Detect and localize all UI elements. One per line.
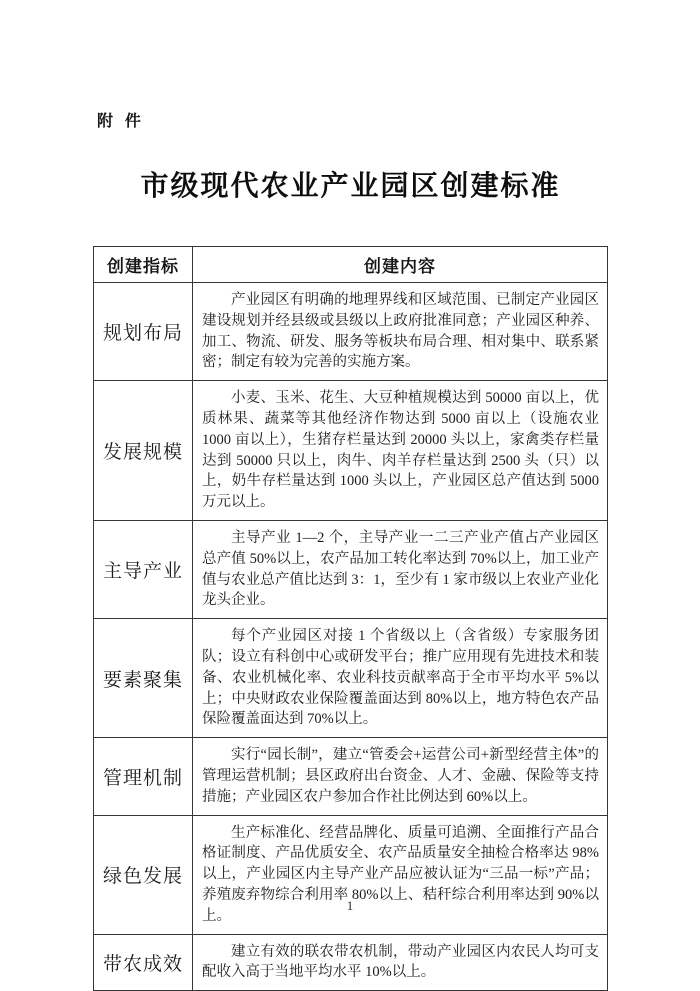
row-indicator-cell: 绿色发展 — [94, 815, 193, 934]
row-indicator-cell: 管理机制 — [94, 738, 193, 815]
table-row — [94, 934, 608, 991]
row-indicator-cell: 规划布局 — [94, 283, 193, 381]
row-content-text: 小麦、玉米、花生、大豆种植规模达到 50000 亩以上，优质林果、蔬菜等其他经济作物达到 5000 亩以上（设施农业 1000 亩以上），生猪存栏量达到 20000 头以上，家禽类存栏量达到 50000 只以上，肉牛、肉羊存栏量达到 2500 头（只）以上，奶牛存栏量达到 1000 头以上，产业园区总产值达到 5000 万元以上。 — [202, 390, 599, 511]
row-indicator-cell: 要素聚集 — [94, 619, 193, 738]
table-row — [94, 283, 608, 381]
row-content-cell — [193, 738, 608, 815]
row-content-text: 主导产业 1—2 个，主导产业一二三产业产值占产业园区总产值 50%以上，农产品加工转化率达到 70%以上，加工业产值与农业总产值比达到 3：1，至少有 1 家市级以上农业产业化龙头企业。 — [202, 529, 599, 609]
row-content-text: 建立有效的联农带农机制，带动产业园区内农民人均可支配收入高于当地平均水平 10%以上。 — [202, 943, 599, 981]
row-content-text: 生产标准化、经营品牌化、质量可追溯、全面推行产品合格证制度、产品优质安全、农产品质量安全抽检合格率达 98%以上，产业园区内主导产业产品应被认证为“三品一标”产品；养殖废弃物综合利用率 80%以上、秸秆综合利用率达到 90%以上。 — [202, 824, 599, 924]
row-indicator-cell: 主导产业 — [94, 520, 193, 618]
row-indicator-cell: 发展规模 — [94, 381, 193, 521]
table-header-row — [94, 247, 608, 283]
page-number: 1 — [346, 899, 354, 913]
row-content-cell — [193, 520, 608, 618]
row-content-text: 实行“园长制”，建立“管委会+运营公司+新型经营主体”的管理运营机制；县区政府出台资金、人才、金融、保险等支持措施；产业园区农户参加合作社比例达到 60%以上。 — [202, 747, 599, 805]
col-header-indicator: 创建指标 — [94, 247, 193, 283]
attachment-label: 附 件 — [97, 113, 142, 130]
col-header-content: 创建内容 — [193, 247, 608, 283]
row-content-text: 每个产业园区对接 1 个省级以上（含省级）专家服务团队；设立有科创中心或研发平台；推广应用现有先进技术和装备、农业机械化率、农业科技贡献率高于全市平均水平 5%以上；中央财政农业保险覆盖面达到 80%以上，地方特色农产品保险覆盖面达到 70%以上。 — [202, 628, 599, 728]
table-row — [94, 381, 608, 521]
document-title: 市级现代农业产业园区创建标准 — [140, 171, 561, 202]
table-row — [94, 619, 608, 738]
row-content-cell — [193, 934, 608, 991]
row-content-cell — [193, 381, 608, 521]
table-row — [94, 738, 608, 815]
row-indicator-cell: 带农成效 — [94, 934, 193, 991]
row-content-text: 产业园区有明确的地理界线和区域范围、已制定产业园区建设规划并经县级或县级以上政府批准同意；产业园区种养、加工、物流、研发、服务等板块布局合理、相对集中、联系紧密；制定有较为完善的实施方案。 — [202, 292, 599, 371]
row-content-cell — [193, 815, 608, 934]
row-content-cell — [193, 619, 608, 738]
table-row — [94, 815, 608, 934]
table-row — [94, 520, 608, 618]
row-content-cell — [193, 283, 608, 381]
table-body — [94, 283, 608, 991]
standards-table — [93, 246, 608, 991]
